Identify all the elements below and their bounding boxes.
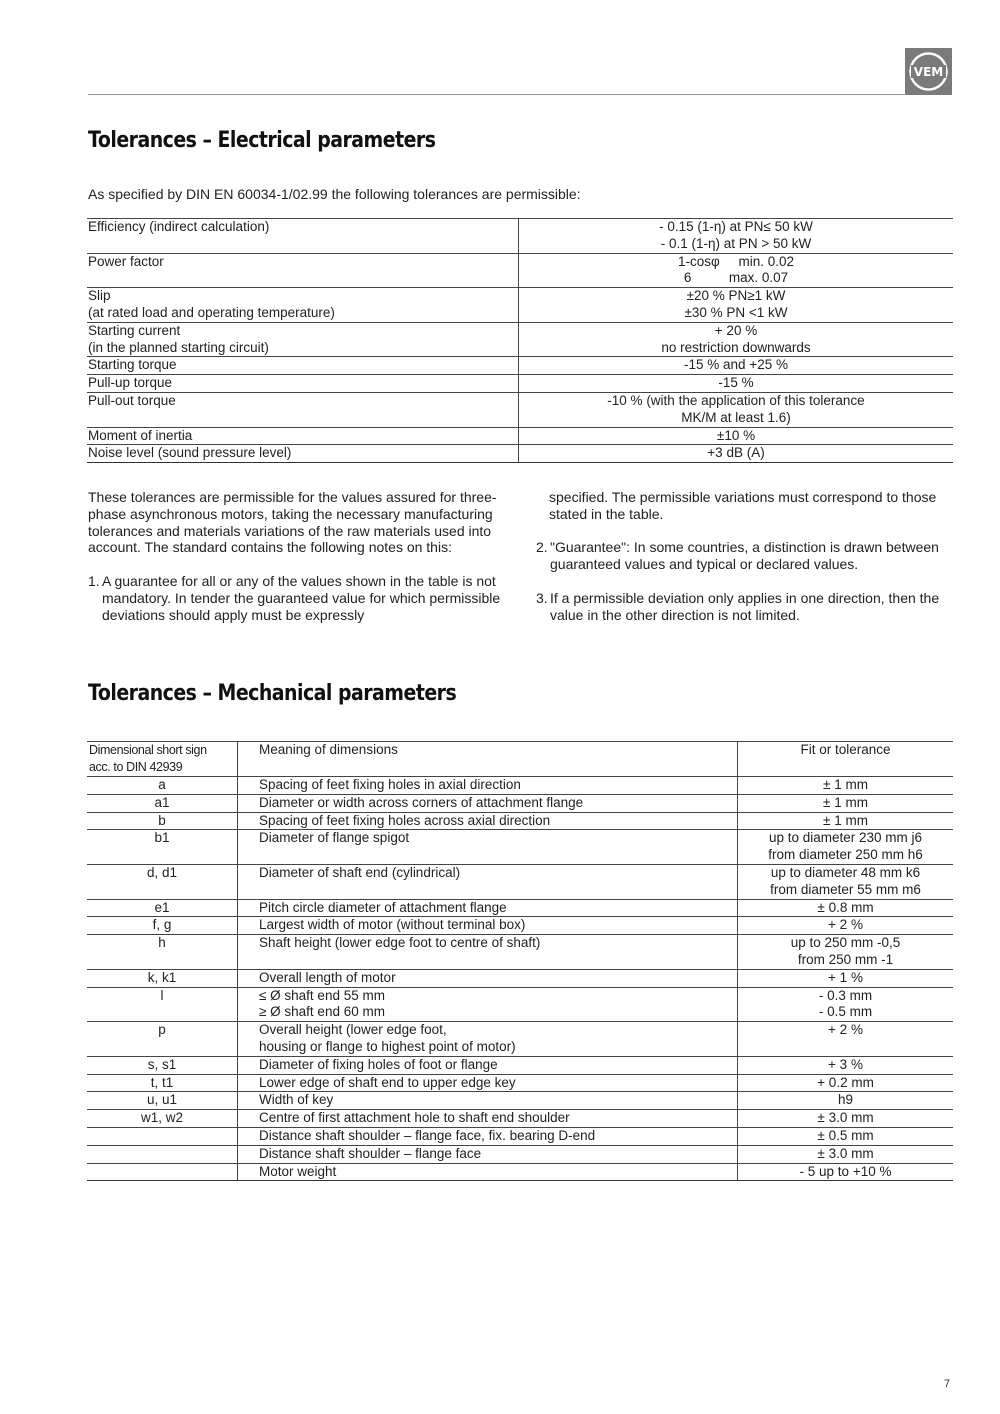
parameter-line: Starting current [88,322,181,338]
table-row [87,392,953,427]
parameter-cell [87,322,519,357]
parameter-cell [87,392,519,427]
note-item-2 [536,539,956,573]
table-row [87,969,953,987]
meaning-line: Lower edge of shaft end to upper edge key [259,1074,516,1090]
note-text: If a permissible deviation only applies in one direction, then the value in the other direction is not limited. [550,589,940,623]
table-row [87,288,953,323]
meaning-cell [238,1092,738,1110]
table-row [87,1163,953,1181]
fit-line: up to diameter 48 mm k6 [770,864,921,880]
tolerance-cell [519,322,954,357]
fit-line: ± 3.0 mm [817,1110,874,1126]
tolerance-line: 6 max. 0.07 [683,270,789,286]
short-sign-cell: u, u1 [87,1092,238,1110]
tolerance-line: -15 % [718,375,754,391]
meaning-line: Centre of first attachment hole to shaft end shoulder [259,1110,570,1126]
table-row [87,1092,953,1110]
fit-cell [738,864,954,899]
tolerance-line: ±30 % PN <1 kW [684,304,788,320]
note-item-1 [88,573,508,623]
parameter-line: (at rated load and operating temperature) [88,304,335,320]
parameter-cell [87,219,519,254]
fit-line: ± 1 mm [823,812,868,828]
fit-line: ± 0.5 mm [817,1127,874,1143]
meaning-line: Overall height (lower edge foot, [259,1022,447,1038]
meaning-line: Diameter or width across corners of attachment flange [259,794,584,810]
short-sign-cell: b1 [87,830,238,865]
table-row [87,357,953,375]
meaning-cell [238,812,738,830]
short-sign-cell: t, t1 [87,1074,238,1092]
fit-line: h9 [837,1092,854,1108]
notes-paragraph: These tolerances are permissible for the values assured for three-phase asynchronous motors, taking the necessary manufacturing tolerances and materials variations of the raw materials used into account. The standard contains the following notes on this: [88,489,497,556]
fit-cell [738,1074,954,1092]
fit-cell [738,830,954,865]
fit-cell [738,987,954,1022]
tolerance-cell [519,392,954,427]
table-row [87,917,953,935]
electrical-title: Tolerances – Electrical parameters [88,128,436,153]
tolerance-line: ±10 % [716,427,756,443]
meaning-line: Overall length of motor [259,969,396,985]
short-sign-cell: h [87,935,238,970]
table-row [87,812,953,830]
parameter-cell [87,375,519,393]
meaning-cell [238,1163,738,1181]
fit-line: ± 0.8 mm [817,899,874,915]
fit-line: from diameter 55 mm m6 [770,881,921,897]
table-row [87,253,953,288]
fit-cell [738,1127,954,1145]
meaning-line: Motor weight [259,1163,337,1179]
table-row [87,864,953,899]
meaning-cell [238,777,738,795]
note-text: A guarantee for all or any of the values shown in the table is not mandatory. In tender the guaranteed value for which permissible deviations should apply must be expressly [102,572,501,623]
short-sign-cell: d, d1 [87,864,238,899]
electrical-tolerances-table [87,218,953,463]
meaning-line: Diameter of fixing holes of foot or flange [259,1056,498,1072]
table-row [87,445,953,463]
table-row [87,322,953,357]
notes-left-column [88,489,508,623]
tolerance-cell [519,288,954,323]
parameter-line: Efficiency (indirect calculation) [88,219,270,234]
tolerance-line: MK/M at least 1.6) [681,409,791,425]
table-row [87,794,953,812]
short-sign-cell [87,1127,238,1145]
header-meaning: Meaning of dimensions [238,742,738,777]
table-row [87,777,953,795]
tolerance-cell [519,375,954,393]
header-sign-line: Dimensional short sign [89,743,207,757]
short-sign-cell: s, s1 [87,1056,238,1074]
short-sign-cell: f, g [87,917,238,935]
tolerance-line: + 20 % [714,322,758,338]
meaning-cell [238,935,738,970]
table-row [87,219,953,254]
note-item-3 [536,590,956,624]
parameter-line: Moment of inertia [88,427,193,443]
meaning-line: Distance shaft shoulder – flange face, fix. bearing D-end [259,1127,596,1143]
short-sign-cell: a [87,777,238,795]
meaning-line: Diameter of shaft end (cylindrical) [259,864,461,880]
note-item-1-continued: specified. The permissible variations must correspond to those stated in the table. [549,489,937,522]
header-sign [87,742,238,777]
fit-cell [738,794,954,812]
tolerance-line: -10 % (with the application of this tolerance [607,392,865,408]
notes-right-column [536,489,956,623]
table-row [87,987,953,1022]
short-sign-cell: b [87,812,238,830]
table-row [87,1127,953,1145]
table-row [87,830,953,865]
meaning-line: Shaft height (lower edge foot to centre of shaft) [259,935,541,951]
header-sign-line: acc. to DIN 42939 [89,759,183,774]
fit-line: - 0.3 mm [818,987,873,1003]
fit-line: + 0.2 mm [817,1074,874,1090]
fit-cell [738,899,954,917]
fit-cell [738,812,954,830]
tolerance-line: -15 % and +25 % [684,357,788,373]
short-sign-cell: k, k1 [87,969,238,987]
parameter-line: Slip [88,288,111,304]
fit-line: + 3 % [828,1056,863,1072]
fit-line: ± 1 mm [823,777,868,792]
fit-line: - 0.5 mm [818,1004,873,1020]
parameter-cell [87,357,519,375]
short-sign-cell [87,1145,238,1163]
tolerance-line: no restriction downwards [661,339,811,355]
table-row [87,427,953,445]
short-sign-cell: p [87,1022,238,1057]
fit-cell [738,1056,954,1074]
parameter-cell [87,445,519,463]
meaning-cell [238,969,738,987]
page-number: 7 [944,1378,951,1390]
meaning-cell [238,1022,738,1057]
tolerance-cell [519,427,954,445]
vem-logo-mark [905,48,952,95]
tolerance-line: - 0.1 (1-η) at PN > 50 kW [660,235,812,251]
meaning-line: Width of key [259,1092,334,1108]
meaning-cell [238,1074,738,1092]
mechanical-tolerances-table [87,741,953,1181]
fit-line: + 2 % [828,1022,863,1038]
note-text: "Guarantee": In some countries, a distinction is drawn between guaranteed values and typical or declared values. [550,539,939,573]
fit-cell [738,1163,954,1181]
parameter-line: Pull-out torque [88,392,176,408]
table-row [87,935,953,970]
header-fit: Fit or tolerance [738,742,954,777]
table-row [87,1145,953,1163]
meaning-line: Spacing of feet fixing holes across axial direction [259,812,551,828]
electrical-intro: As specified by DIN EN 60034-1/02.99 the following tolerances are permissible: [88,186,581,202]
mechanical-title: Tolerances – Mechanical parameters [88,681,457,706]
meaning-cell [238,1110,738,1128]
table-row [87,1110,953,1128]
parameter-line: Starting torque [88,357,177,373]
fit-cell [738,1092,954,1110]
tolerance-cell [519,219,954,254]
meaning-cell [238,1127,738,1145]
table-row [87,1022,953,1057]
fit-cell [738,935,954,970]
fit-line: up to 250 mm -0,5 [790,935,901,951]
tolerance-cell [519,357,954,375]
fit-cell [738,1145,954,1163]
fit-line: - 5 up to +10 % [799,1163,892,1179]
parameter-cell [87,427,519,445]
fit-line: ± 3.0 mm [817,1145,874,1161]
note-number: 1. [88,572,100,589]
fit-line: from 250 mm -1 [797,951,894,967]
meaning-cell [238,899,738,917]
meaning-line: Spacing of feet fixing holes in axial direction [259,777,521,792]
meaning-cell [238,1145,738,1163]
parameter-cell [87,288,519,323]
meaning-line: Diameter of flange spigot [259,830,410,846]
parameter-line: Power factor [88,253,164,269]
short-sign-cell: w1, w2 [87,1110,238,1128]
tolerance-line: - 0.15 (1-η) at PN≤ 50 kW [659,219,813,234]
table-row [87,899,953,917]
table-row [87,375,953,393]
short-sign-cell: e1 [87,899,238,917]
table-header-row [87,742,953,777]
short-sign-cell [87,1163,238,1181]
fit-line: from diameter 250 mm h6 [768,847,923,863]
parameter-line: Noise level (sound pressure level) [88,445,292,461]
fit-line: + 1 % [828,969,863,985]
fit-cell [738,1110,954,1128]
meaning-cell [238,794,738,812]
meaning-line: housing or flange to highest point of motor) [259,1038,516,1054]
table-row [87,1074,953,1092]
meaning-cell [238,864,738,899]
short-sign-cell: a1 [87,794,238,812]
fit-cell [738,969,954,987]
meaning-cell [238,1056,738,1074]
table-row [87,1056,953,1074]
meaning-line: ≤ Ø shaft end 55 mm [259,987,385,1003]
meaning-line: ≥ Ø shaft end 60 mm [259,1004,385,1020]
header-rule [88,94,906,95]
fit-cell [738,917,954,935]
note-number: 3. [536,589,548,606]
svg-text:VEM: VEM [913,65,944,79]
short-sign-cell: l [87,987,238,1022]
meaning-line: Largest width of motor (without terminal box) [259,917,526,933]
parameter-cell [87,253,519,288]
parameter-line: Pull-up torque [88,375,173,391]
meaning-cell [238,830,738,865]
tolerance-line: +3 dB (A) [707,445,765,461]
meaning-line: Pitch circle diameter of attachment flange [259,899,507,915]
meaning-cell [238,987,738,1022]
tolerance-line: 1-cosφ min. 0.02 [677,253,795,269]
note-number: 2. [536,539,548,556]
meaning-line: Distance shaft shoulder – flange face [259,1145,482,1161]
tolerance-cell [519,253,954,288]
fit-line: up to diameter 230 mm j6 [768,830,923,846]
parameter-line: (in the planned starting circuit) [88,339,269,355]
meaning-cell [238,917,738,935]
fit-cell [738,777,954,795]
fit-line: + 2 % [828,917,863,933]
fit-cell [738,1022,954,1057]
vem-logo [905,48,952,95]
fit-line: ± 1 mm [823,794,868,810]
tolerance-cell [519,445,954,463]
tolerance-line: ±20 % PN≥1 kW [686,288,786,304]
